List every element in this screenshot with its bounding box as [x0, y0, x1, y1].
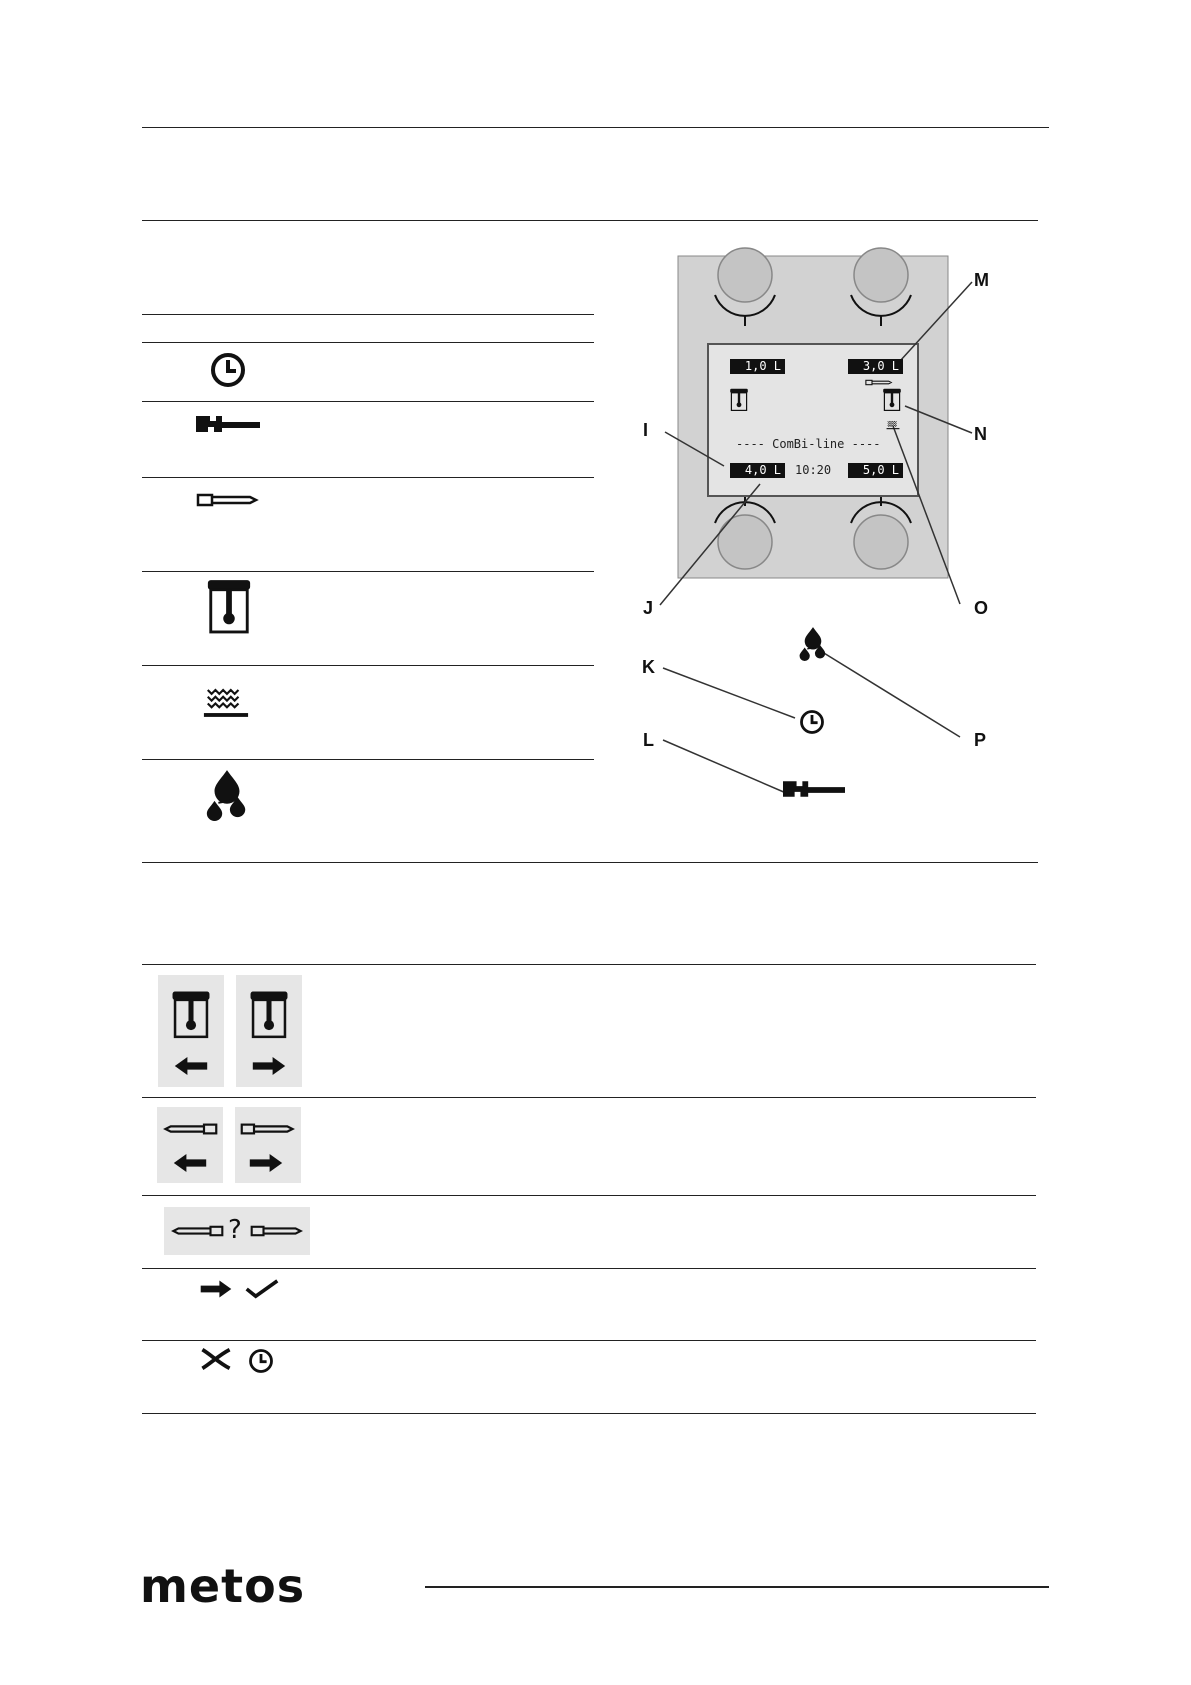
kettle-arrow-right-key	[236, 975, 302, 1087]
steam-icon	[886, 420, 900, 430]
callout-m: M	[974, 270, 989, 290]
wrench-icon	[196, 412, 260, 436]
top-rule	[142, 127, 1049, 128]
table-rule	[142, 314, 594, 315]
probe-icon	[865, 378, 893, 387]
probe-question-probe-key	[164, 1207, 310, 1255]
probe-icon	[196, 490, 260, 510]
kettle-thermometer-icon	[882, 388, 902, 412]
probe-arrow-left-icon	[170, 1222, 224, 1240]
callout-k: K	[642, 657, 655, 677]
table-rule	[142, 571, 594, 572]
probe-arrow-left-icon	[162, 1120, 218, 1138]
table-rule	[142, 665, 594, 666]
kettle-arrow-right-icon	[248, 989, 290, 1041]
arrow-left-icon	[173, 1055, 209, 1077]
lcd-label-bottom-left: 4,0 L	[730, 463, 785, 478]
cancel-icon	[199, 1346, 233, 1372]
table-rule	[142, 401, 594, 402]
callout-l: L	[643, 730, 654, 750]
kettle-thermometer-icon	[205, 578, 253, 636]
clock-icon	[208, 350, 248, 390]
callout-n: N	[974, 424, 987, 444]
lcd-label-top-left: 1,0 L	[730, 359, 785, 374]
probe-arrow-left-key	[157, 1107, 223, 1183]
lcd-time: 10:20	[795, 463, 832, 477]
question-mark: ?	[228, 1215, 242, 1245]
lcd-label-top-right: 3,0 L	[848, 359, 903, 374]
lcd-banner: ---- ComBi-line ----	[736, 437, 881, 451]
probe-arrow-right-icon	[240, 1120, 296, 1138]
wrench-icon	[783, 777, 845, 801]
drops-icon	[203, 768, 251, 826]
clock-icon	[247, 1347, 275, 1375]
table-rule	[142, 1195, 1036, 1196]
table-rule	[142, 1268, 1036, 1269]
lcd-label-bottom-right: 5,0 L	[848, 463, 903, 478]
metos-logo: metos	[140, 1559, 306, 1613]
kettle-arrow-left-icon	[170, 989, 212, 1041]
footer-rule	[425, 1586, 1049, 1588]
table-rule	[142, 759, 594, 760]
table-rule	[142, 964, 1036, 965]
probe-arrow-right-icon	[250, 1222, 304, 1240]
table-rule	[142, 477, 594, 478]
callout-i: I	[643, 420, 649, 440]
section-rule	[142, 220, 1038, 221]
clock-icon	[798, 708, 826, 736]
table-rule	[142, 1413, 1036, 1414]
kettle-thermometer-icon	[729, 388, 749, 412]
table-rule	[142, 1097, 1036, 1098]
callout-o: O	[974, 598, 989, 618]
callout-j: J	[643, 598, 654, 618]
steam-icon	[202, 686, 250, 719]
table-rule	[142, 1340, 1036, 1341]
drops-icon	[797, 625, 829, 665]
kettle-arrow-left-key	[158, 975, 224, 1087]
checkmark-icon	[244, 1278, 280, 1300]
arrow-right-icon	[248, 1152, 284, 1174]
table-rule	[142, 342, 594, 343]
section-rule	[142, 862, 1038, 863]
probe-arrow-right-key	[235, 1107, 301, 1183]
arrow-right-icon	[251, 1055, 287, 1077]
callout-p: P	[974, 730, 987, 750]
arrow-right-icon	[199, 1278, 233, 1300]
arrow-left-icon	[172, 1152, 208, 1174]
